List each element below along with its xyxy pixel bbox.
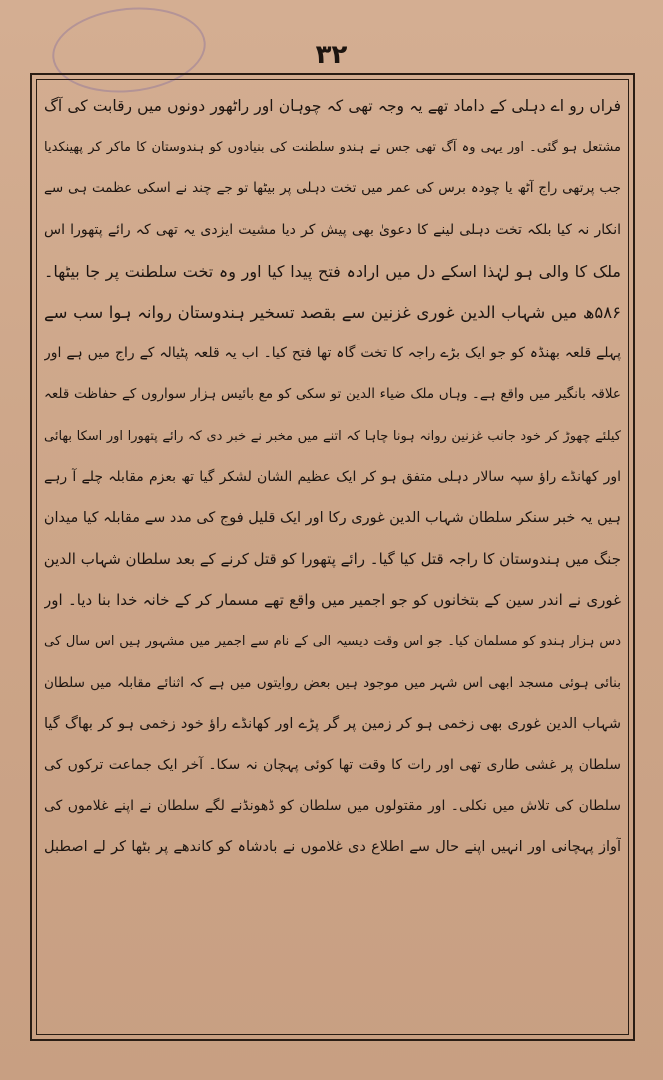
text-line: علاقہ بانگیر میں واقع ہے۔ وہاں ملک ضیاء الدین تو سکی کو مع بائیس ہزار سواروں کے حفاظت قلعہ (44, 386, 621, 403)
text-line: دس ہزار ہندو کو مسلمان کیا۔ جو اس وقت دیسیہ الی کے نام سے اجمیر میں مشہور ہیں اس سال کی (44, 634, 621, 650)
text-line: جنگ میں ہندوستان کا راجہ قتل کیا گیا۔ رائے پتھورا کو قتل کرنے کے بعد سلطان شہاب الدین (44, 550, 621, 569)
text-line: ملک کا والی ہو لہٰذا اسکے دل میں ارادہ فتح پیدا کیا اور وہ تخت سلطنت پر جا بیٹھا۔ (44, 261, 621, 281)
page-number: ۳۲ (315, 40, 348, 70)
text-line: شہاب الدین غوری بھی زخمی ہو کر زمین پر گر پڑے اور کھانڈے راؤ خود زخمی ہو کر بھاگ گیا (44, 715, 621, 732)
text-line: پہلے قلعہ بھنڈہ کو جو ایک بڑے راجہ کا تخت گاہ تھا فتح کیا۔ اب یہ قلعہ پٹیالہ کے راج میں ہے اور (44, 345, 621, 362)
text-line: انکار نہ کیا بلکہ تخت دہلی لینے کا دعویٰ بھی پیش کر دیا مشیت ایزدی یہ تھی کہ رائے پتھورا اس (44, 221, 621, 238)
text-line: ہیں یہ خبر سنکر سلطان شہاب الدین غوری رکا اور ایک قلیل فوج کی مدد سے مقابلہ کیا میدان (44, 509, 621, 526)
text-line: جب پرتھی راج آٹھ یا چودہ برس کی عمر میں تخت دہلی پر بیٹھا تو جے چند نے اسکی عظمت ہی سے (44, 180, 621, 197)
text-line: فراں رو اے دہلی کے داماد تھے یہ وجہ تھی کہ چوہان اور راٹھور دونوں میں رقابت کی آگ (44, 97, 621, 115)
text-line: کیلئے چھوڑ کر خود جانب غزنین روانہ ہونا چاہا کہ اتنے میں مخبر نے خبر دی کہ رائے پتھورا اور اسکا بھائی (44, 428, 621, 444)
text-line: ۵۸۶ھ میں شہاب الدین غوری غزنین سے بقصد تسخیر ہندوستان روانہ ہوا سب سے (44, 302, 621, 322)
text-line: سلطان پر غشی طاری تھی اور رات کا وقت تھا کوئی پہچان نہ سکا۔ آخر ایک جماعت ترکوں کی (44, 757, 621, 773)
body-text (44, 86, 621, 1026)
text-line: اور کھانڈے راؤ سپہ سالار دہلی متفق ہو کر ایک عظیم الشان لشکر گیا تھ بعزم مقابلہ چلے آ رہے (44, 468, 621, 485)
text-line: غوری نے اندر سین کے بتخانوں کو جو اجمیر میں واقع تھے مسمار کر کے خانہ خدا بنا دیا۔ اور (44, 591, 621, 610)
text-line: بنائی ہوئی مسجد ابھی اس شہر میں موجود ہیں بعض روایتوں میں ہے کہ اثنائے مقابلہ میں سلطان (44, 674, 621, 691)
text-line: آواز پہچانی اور انہیں اپنے حال سے اطلاع دی غلاموں نے بادشاہ کو کاندھے پر بٹھا کر لے اصطبل (44, 839, 621, 856)
text-line: سلطان کی تلاش میں نکلی۔ اور مقتولوں میں سلطان کو ڈھونڈنے لگے سلطان نے اپنے غلاموں کی (44, 798, 621, 815)
text-line: مشتعل ہو گئی۔ اور یہی وہ آگ تھی جس نے ہندو سلطنت کی بنیادوں کو ہندوستان کا ماکر کر پھینکدیا (44, 140, 621, 156)
